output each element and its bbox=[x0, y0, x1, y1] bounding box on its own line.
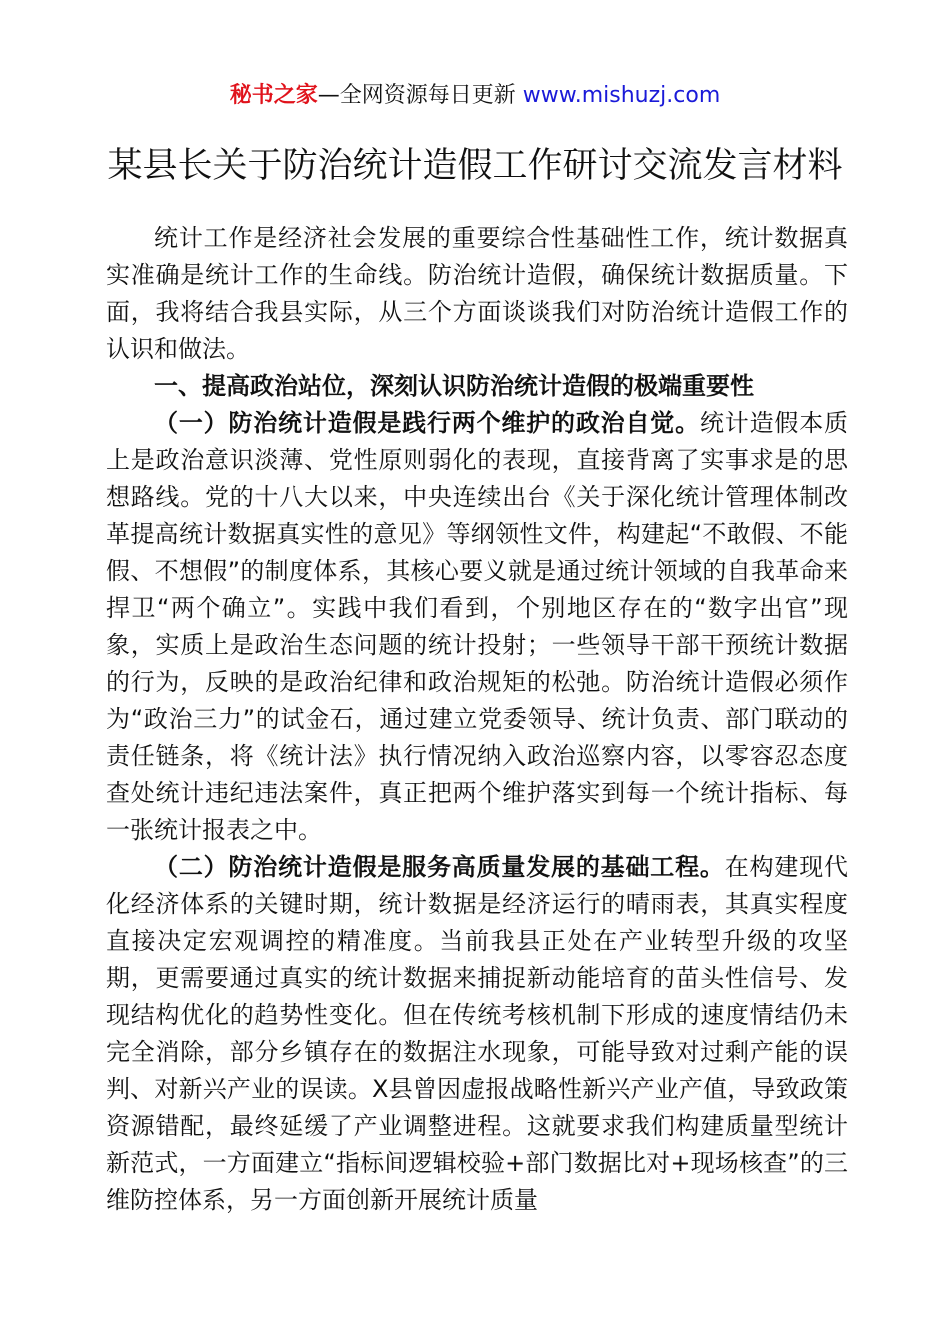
brand-name: 秘书之家 bbox=[229, 83, 318, 108]
section-heading-1: 一、提高政治站位，深刻认识防治统计造假的极端重要性 bbox=[154, 372, 754, 400]
subsection-paragraph-2 bbox=[106, 849, 848, 1219]
subsection-text-2: 在构建现代化经济体系的关键时期，统计数据是经济运行的晴雨表，其真实程度直接决定宏观调控的精准度。当前我县正处在产业转型升级的攻坚期，更需要通过真实的统计数据来捕捉新动能培育的苗头性信号、发现结构优化的趋势性变化。但在传统考核机制下形成的速度情结仍未完全消除，部分乡镇存在的数据注水现象，可能导致对过剩产能的误判、对新兴产业的误读。X县曾因虚报战略性新兴产业产值，导致政策资源错配，最终延缓了产业调整进程。这就要求我们构建质量型统计新范式，一方面建立“指标间逻辑校验+部门数据比对+现场核查”的三维防控体系，另一方面创新开展统计质量 bbox=[106, 853, 849, 1214]
subsection-heading-1: （一）防治统计造假是践行两个维护的政治自觉。 bbox=[154, 409, 700, 437]
header-tagline: —全网资源每日更新 bbox=[317, 83, 516, 108]
document-body bbox=[106, 220, 848, 1219]
site-header bbox=[0, 80, 950, 112]
subsection-heading-2: （二）防治统计造假是服务高质量发展的基础工程。 bbox=[154, 853, 725, 881]
document-title: 某县长关于防治统计造假工作研讨交流发言材料 bbox=[107, 146, 843, 186]
subsection-paragraph-1 bbox=[106, 405, 848, 849]
subsection-text-1: 统计造假本质上是政治意识淡薄、党性原则弱化的表现，直接背离了实事求是的思想路线。党的十八大以来，中央连续出台《关于深化统计管理体制改革提高统计数据真实性的意见》等纲领性文件，构建起“不敢假、不能假、不想假”的制度体系，其核心要义就是通过统计领域的自我革命来捍卫“两个确立”。实践中我们看到，个别地区存在的“数字出官”现象，实质上是政治生态问题的统计投射；一些领导干部干预统计数据的行为，反映的是政治纪律和政治规矩的松弛。防治统计造假必须作为“政治三力”的试金石，通过建立党委领导、统计负责、部门联动的责任链条，将《统计法》执行情况纳入政治巡察内容，以零容忍态度查处统计违纪违法案件，真正把两个维护落实到每一个统计指标、每一张统计报表之中。 bbox=[106, 409, 849, 844]
intro-paragraph: 统计工作是经济社会发展的重要综合性基础性工作，统计数据真实准确是统计工作的生命线。防治统计造假，确保统计数据质量。下面，我将结合我县实际，从三个方面谈谈我们对防治统计造假工作的认识和做法。 bbox=[106, 224, 848, 363]
site-url-link[interactable]: www.mishuzj.com bbox=[522, 83, 721, 108]
